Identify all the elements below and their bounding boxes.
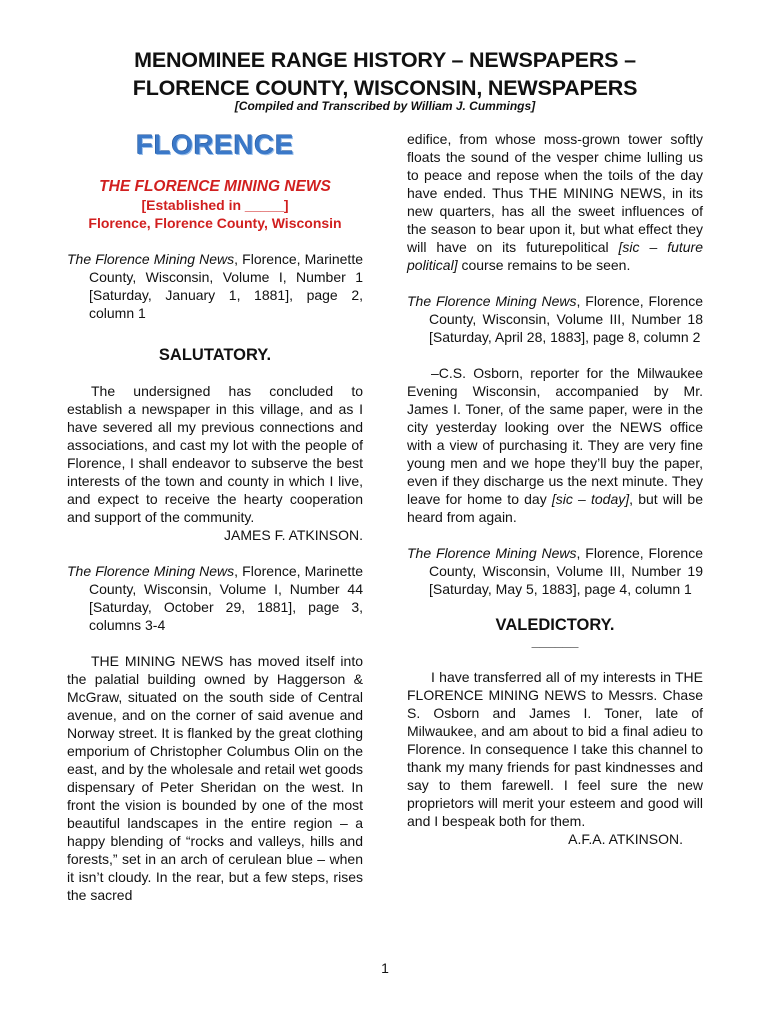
citation-4-paper: The Florence Mining News <box>407 545 577 561</box>
osborn-sic: [sic – today] <box>551 491 630 507</box>
continued-sic: [sic – future political] <box>407 239 704 273</box>
document-title <box>0 46 770 102</box>
town-heading: FLORENCE <box>136 129 294 160</box>
valedictory-heading: VALEDICTORY. <box>495 616 615 634</box>
osborn-text-a: –C.S. Osborn, reporter for the Milwaukee Evening Wisconsin, accompanied by Mr. James I. Toner, of the same paper, were in the city yesterday looking over the NEWS office with a view of purchasing it. They are very fine young men and we hope they’ll buy the paper, even if they discharge us the next minute. They leave for home to day <box>407 365 703 507</box>
salutatory-heading: SALUTATORY. <box>158 346 272 364</box>
continued-text-b: course remains to be seen. <box>457 257 631 273</box>
left-column <box>67 130 363 904</box>
location-line: Florence, Florence County, Wisconsin <box>88 215 342 231</box>
document-subtitle: [Compiled and Transcribed by William J. Cummings] <box>234 99 536 113</box>
continued-paragraph <box>407 130 703 274</box>
valedictory-signature: A.F.A. ATKINSON. <box>568 831 683 847</box>
mining-news-body: THE MINING NEWS has moved itself into the palatial building owned by Haggerson & McGraw, situated on the south side of Central avenue, and on the corner of said avenue and Norway street. It is flanked by the great clothing emporium of Christopher Columbus Olin on the east, and by the wholesale and retail wet goods dispensary of Peter Sheridan on the west. In front the vision is bounded by one of the most beautiful landscapes in the entire region – a happy blending of “rocks and valleys, hills and forests,” set in an arch of cerulean blue – when it isn’t cloudy. In the rear, but a few steps, rises the sacred <box>67 653 363 903</box>
salutatory-signature: JAMES F. ATKINSON. <box>224 527 363 543</box>
citation-2-paper: The Florence Mining News <box>67 563 235 579</box>
salutatory-body: The undersigned has concluded to establish a newspaper in this village, and as I have severed all my previous connections and associations, and cast my lot with the people of Florence, I shall endeavor to subserve the best interests of the town and county in which I live, and expect to receive the hearty cooperation and support of the community. <box>67 383 363 525</box>
continued-text-a: edifice, from whose moss-grown tower softly floats the sound of the vesper chime lulling us to peace and repose when the toils of the day have ended. Thus THE MINING NEWS, in its new quarters, has all the sweet influences of the season to bear upon it, but what effect they will have on its futurepolitical <box>407 131 703 255</box>
osborn-paragraph <box>407 364 703 526</box>
citation-3-details: , Florence, Florence County, Wisconsin, Volume III, Number 18 [Saturday, April 28, 1883], page 8, column 2 <box>429 293 704 345</box>
title-line-2: FLORENCE COUNTY, WISCONSIN, NEWSPAPERS <box>132 76 638 100</box>
citation-4 <box>407 544 703 598</box>
established-line: [Established in _____] <box>141 197 289 213</box>
citation-1-paper: The Florence Mining News <box>67 251 235 267</box>
page-number: 1 <box>381 960 389 976</box>
newspaper-name: THE FLORENCE MINING NEWS <box>99 178 331 195</box>
right-column <box>407 130 703 848</box>
citation-4-details: , Florence, Florence County, Wisconsin, Volume III, Number 19 [Saturday, May 5, 1883], page 4, column 1 <box>429 545 704 597</box>
citation-2 <box>67 562 363 634</box>
citation-1 <box>67 250 363 322</box>
valedictory-body: I have transferred all of my interests in THE FLORENCE MINING NEWS to Messrs. Chase S. Osborn and James I. Toner, late of Milwaukee, and am about to bid a final adieu to Florence. In consequence I take this channel to thank my many friends for past kindnesses and say to them farewell. I feel sure the new proprietors will merit your esteem and good will and I bespeak both for them. <box>407 669 703 829</box>
citation-1-details: , Florence, Marinette County, Wisconsin, Volume I, Number 1 [Saturday, January 1, 1881], page 2, column 1 <box>89 251 363 321</box>
citation-2-details: , Florence, Marinette County, Wisconsin, Volume I, Number 44 [Saturday, October 29, 1881], page 3, columns 3-4 <box>89 563 363 633</box>
title-line-1: MENOMINEE RANGE HISTORY – NEWSPAPERS – <box>134 48 636 72</box>
osborn-text-b: , but will be heard from again. <box>407 491 703 525</box>
citation-3-paper: The Florence Mining News <box>407 293 577 309</box>
citation-3 <box>407 292 703 346</box>
valedictory-rule: ______ <box>531 633 579 649</box>
